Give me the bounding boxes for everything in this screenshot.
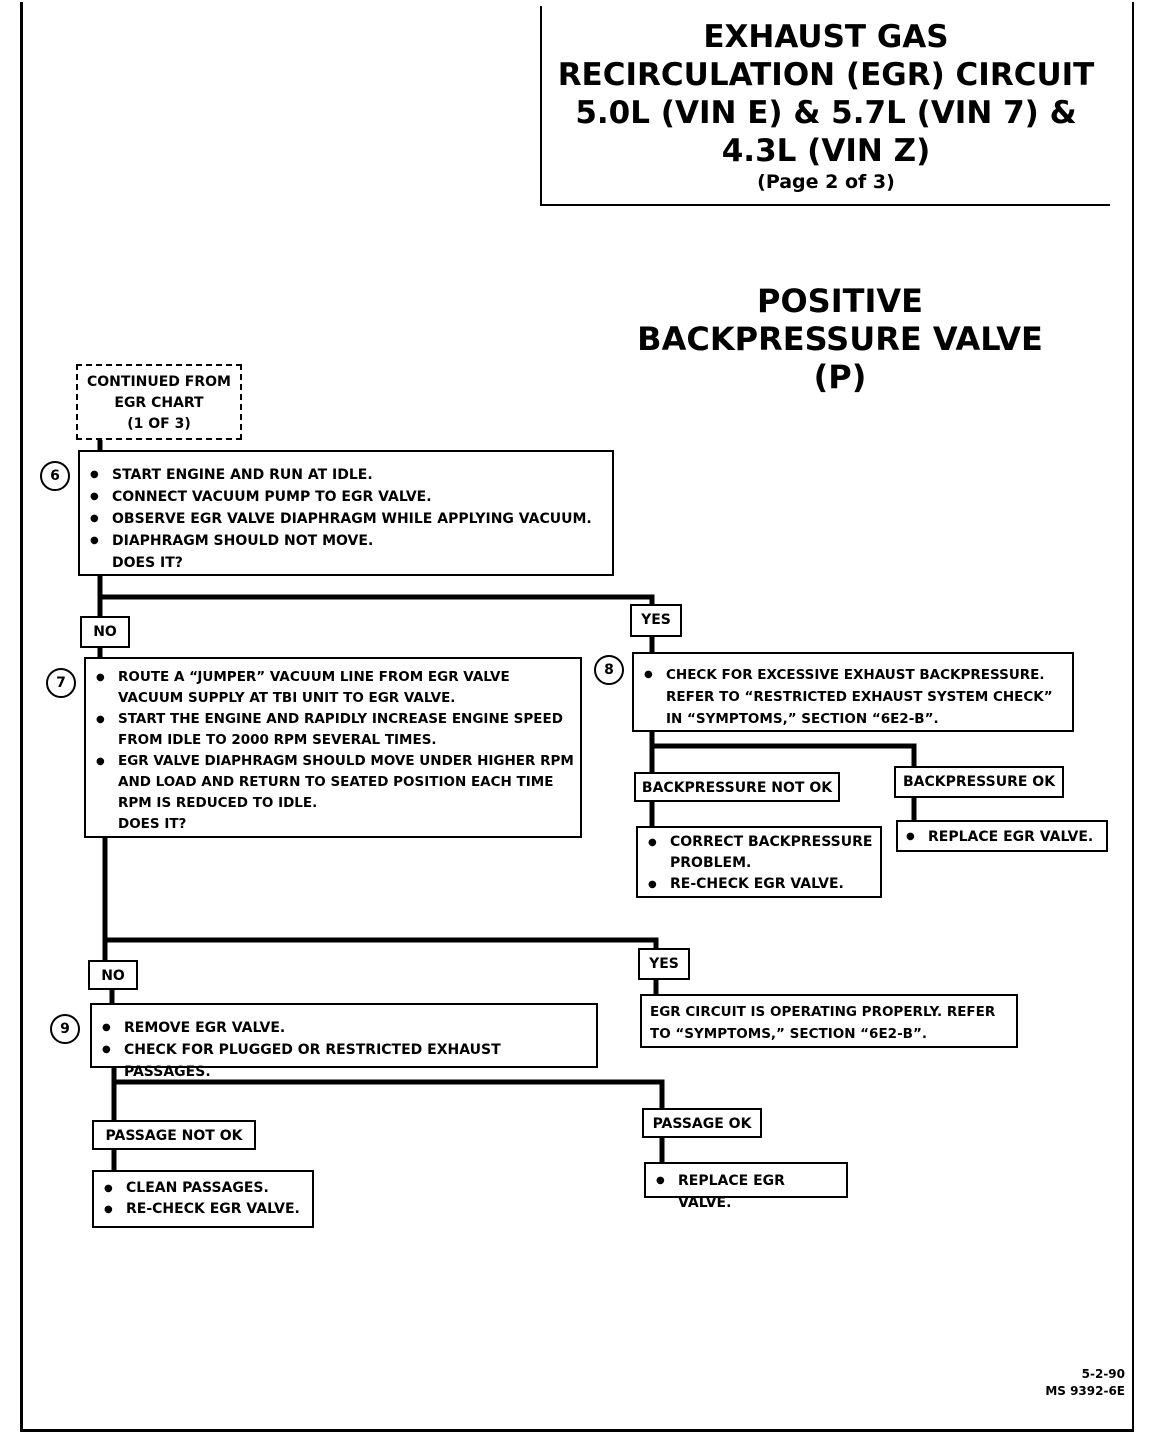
connector-6-split [100,574,652,616]
backpressure-not-ok-result [636,826,882,898]
step-6-bullet: ● START ENGINE AND RUN AT IDLE. [84,464,608,486]
step-6-question: DOES IT? [112,555,183,571]
yes-label-1: YES [630,604,682,637]
passage-not-ok-label: PASSAGE NOT OK [92,1120,256,1150]
backpressure-not-ok-label: BACKPRESSURE NOT OK [634,772,840,802]
passage-not-ok-result [92,1170,314,1228]
step-9-number: 9 [50,1014,80,1044]
step-6-number: 6 [40,461,70,491]
subtitle-line-2: BACKPRESSURE VALVE [637,320,1043,358]
egr-circuit-ok-result: EGR CIRCUIT IS OPERATING PROPERLY. REFER TO “SYMPTOMS,” SECTION “6E2-B”. [640,994,1018,1048]
chart-title-block [540,6,1110,206]
continued-from-box [76,364,242,440]
chart-subtitle [620,282,1060,396]
step-8-number: 8 [594,655,624,685]
backpressure-ok-result [896,820,1108,852]
step-7-number: 7 [46,668,76,698]
title-line-4: 4.3L (VIN Z) [721,133,931,169]
step-7-box [84,657,582,838]
footer-info [1000,1366,1125,1400]
step-7-question: DOES IT? [118,816,187,832]
step-7-bullet: ● EGR VALVE DIAPHRAGM SHOULD MOVE UNDER HIGHER RPM AND LOAD AND RETURN TO SEATED POSITION EACH TIME RPM IS REDUCED TO IDLE. [90,751,574,814]
result-bullet: ● REPLACE EGR VALVE. [650,1170,842,1214]
step-7-bullet: ● START THE ENGINE AND RAPIDLY INCREASE ENGINE SPEED FROM IDLE TO 2000 RPM SEVERAL TIMES. [90,709,574,751]
passage-ok-result [644,1162,848,1211]
step-6-bullet: ● OBSERVE EGR VALVE DIAPHRAGM WHILE APPLYING VACUUM. [84,508,608,530]
result-bullet: ● RE-CHECK EGR VALVE. [642,874,876,895]
result-bullet: ● CORRECT BACKPRESSURE PROBLEM. [642,832,876,874]
continued-line-3: (1 OF 3) [127,416,191,432]
continued-line-1: CONTINUED FROM [87,374,231,390]
step-6-box [78,450,614,576]
step-8-box [632,652,1074,732]
step-9-bullet: ● REMOVE EGR VALVE. [96,1017,592,1039]
result-bullet: ● REPLACE EGR VALVE. [900,826,1102,848]
yes-label-2: YES [638,948,690,980]
connector-8-split [652,732,914,772]
step-6-bullet: ● CONNECT VACUUM PUMP TO EGR VALVE. [84,486,608,508]
backpressure-ok-label: BACKPRESSURE OK [894,766,1064,798]
continued-line-2: EGR CHART [114,395,204,411]
footer-date: 5-2-90 [1081,1367,1125,1381]
subtitle-line-1: POSITIVE [757,282,923,320]
step-9-box [90,1003,598,1080]
result-bullet: ● CLEAN PASSAGES. [98,1178,308,1199]
title-line-1: EXHAUST GAS [703,19,949,55]
page-indicator: (Page 2 of 3) [757,171,895,193]
step-9-bullet: ● CHECK FOR PLUGGED OR RESTRICTED EXHAUST PASSAGES. [96,1039,592,1083]
title-line-2: RECIRCULATION (EGR) CIRCUIT [557,57,1095,93]
no-label-1: NO [80,616,130,648]
step-7-bullet: ● ROUTE A “JUMPER” VACUUM LINE FROM EGR VALVE VACUUM SUPPLY AT TBI UNIT TO EGR VALVE. [90,667,574,709]
no-label-2: NO [88,960,138,990]
step-6-bullet: ● DIAPHRAGM SHOULD NOT MOVE. [84,530,608,552]
step-8-bullet: ● CHECK FOR EXCESSIVE EXHAUST BACKPRESSURE. REFER TO “RESTRICTED EXHAUST SYSTEM CHECK” IN “SYMPTOMS,” SECTION “6E2-B”. [638,664,1066,730]
passage-ok-label: PASSAGE OK [642,1108,762,1138]
connector-7-split [105,836,656,960]
footer-code: MS 9392-6E [1045,1384,1125,1398]
result-bullet: ● RE-CHECK EGR VALVE. [98,1199,308,1220]
subtitle-line-3: (P) [813,358,867,396]
title-line-3: 5.0L (VIN E) & 5.7L (VIN 7) & [575,95,1077,131]
